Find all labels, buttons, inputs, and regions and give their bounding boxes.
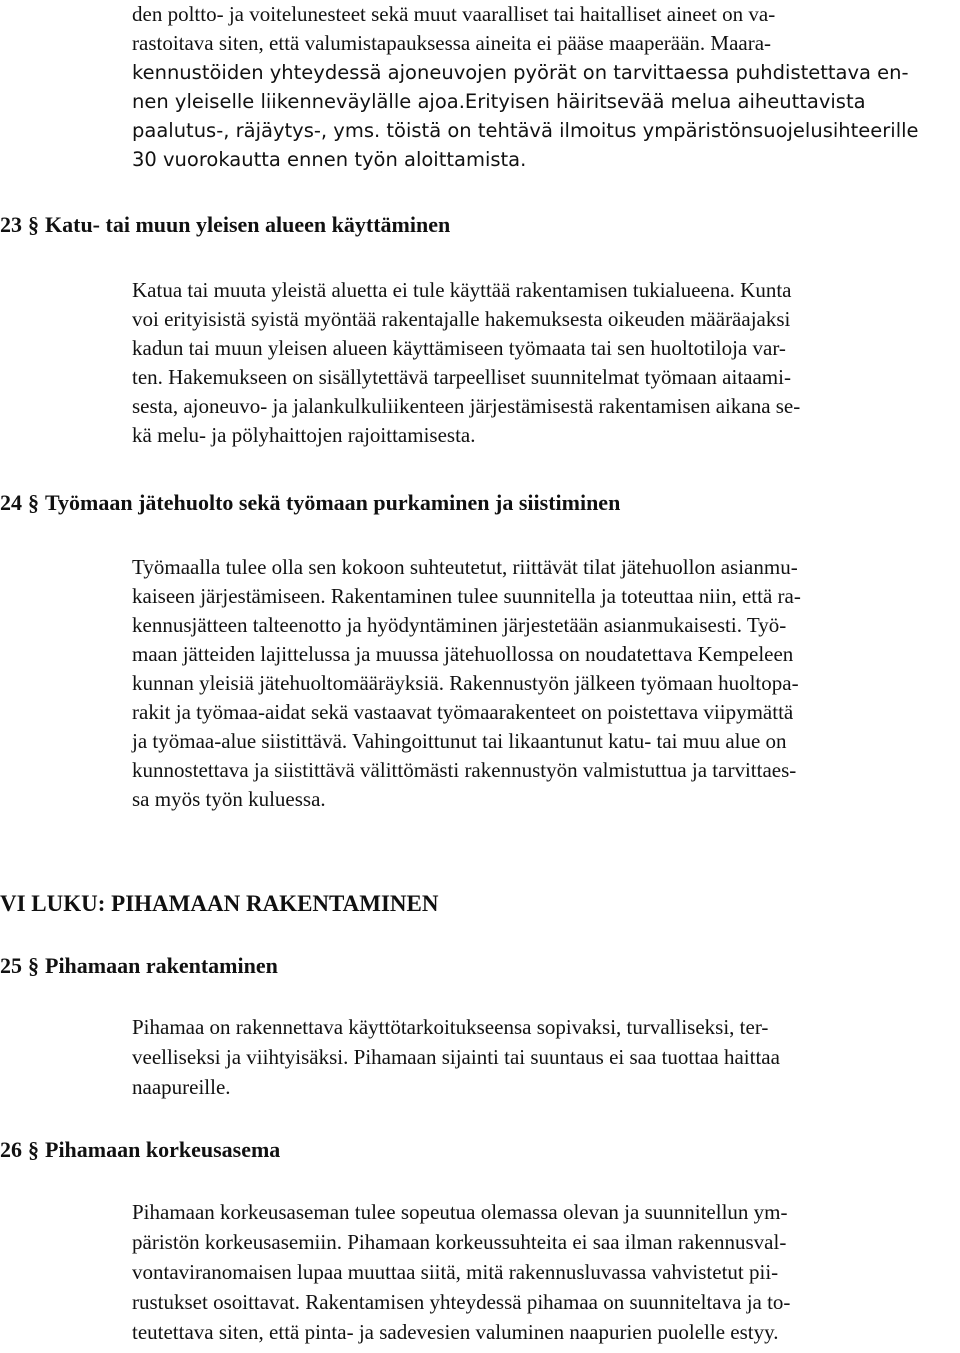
text-line: kadun tai muun yleisen alueen käyttämiseen työmaata tai sen huoltotiloja var- bbox=[132, 336, 786, 360]
section-sign: § bbox=[28, 1137, 39, 1162]
text-line: kennustöiden yhteydessä ajoneuvojen pyörät on tarvittaessa puhdistettava en- bbox=[132, 61, 909, 84]
text-line: päristön korkeusasemiin. Pihamaan korkeussuhteita ei saa ilman rakennusval- bbox=[132, 1230, 787, 1254]
text-line: rastoitava siten, että valumistapauksessa aineita ei pääse maaperään. Maara- bbox=[132, 31, 772, 55]
section-title: Pihamaan rakentaminen bbox=[45, 953, 278, 978]
text-line: naapureille. bbox=[132, 1075, 231, 1099]
section-number: 23 bbox=[0, 212, 22, 237]
section-heading bbox=[0, 212, 450, 238]
text-fragment: paalutus-, räjäytys-, yms. bbox=[132, 119, 381, 142]
text-line: den poltto- ja voitelunesteet sekä muut vaaralliset tai haitalliset aineet on va- bbox=[132, 2, 776, 26]
text-line bbox=[132, 87, 866, 116]
section-number: 26 bbox=[0, 1137, 22, 1162]
text-line: ten. Hakemukseen on sisällytettävä tarpeelliset suunnitelmat työmaan aitaami- bbox=[132, 365, 791, 389]
text-line: kunnostettava ja siistittävä välittömästi rakennustyön valmistuttua ja tarvittaes- bbox=[132, 758, 797, 782]
text-fragment: Erityisen häiritsevää melua aiheuttavista bbox=[464, 90, 866, 113]
text-line bbox=[132, 116, 919, 145]
text-line: kunnan yleisiä jätehuoltomääräyksiä. Rakennustyön jälkeen työmaan huoltopa- bbox=[132, 671, 799, 695]
text-line: veelliseksi ja viihtyisäksi. Pihamaan sijainti tai suuntaus ei saa tuottaa haittaa bbox=[132, 1045, 780, 1069]
text-fragment: töistä on tehtävä ilmoitus ympäristönsuojelusihteerille bbox=[380, 119, 919, 142]
text-line: kaiseen järjestämiseen. Rakentaminen tulee suunnitella ja toteuttaa niin, että ra- bbox=[132, 584, 801, 608]
section-heading bbox=[0, 1137, 280, 1163]
section-title: Pihamaan korkeusasema bbox=[45, 1137, 281, 1162]
section-number: 25 bbox=[0, 953, 22, 978]
section-title: Katu- tai muun yleisen alueen käyttäminen bbox=[45, 212, 451, 237]
text-line: Pihamaa on rakennettava käyttötarkoitukseensa sopivaksi, turvalliseksi, ter- bbox=[132, 1015, 769, 1039]
text-fragment: nen yleiselle liikenneväylälle ajoa. bbox=[132, 90, 465, 113]
section-sign: § bbox=[28, 212, 39, 237]
text-line: sa myös työn kuluessa. bbox=[132, 787, 326, 811]
text-line: rakit ja työmaa-aidat sekä vastaavat työmaarakenteet on poistettava viipymättä bbox=[132, 700, 794, 724]
section-heading bbox=[0, 953, 278, 979]
text-line: Työmaalla tulee olla sen kokoon suhteutetut, riittävät tilat jätehuollon asianmu- bbox=[132, 555, 798, 579]
text-line: maan jätteiden lajittelussa ja muussa jätehuollossa on noudatettava Kempeleen bbox=[132, 642, 794, 666]
text-line: rustukset osoittavat. Rakentamisen yhteydessä pihamaa on suunniteltava ja to- bbox=[132, 1290, 791, 1314]
section-sign: § bbox=[28, 490, 39, 515]
text-line: Pihamaan korkeusaseman tulee sopeutua olemassa olevan ja suunnitellun ym- bbox=[132, 1200, 788, 1224]
text-line: 30 vuorokautta ennen työn aloittamista. bbox=[132, 148, 527, 171]
text-line: vontaviranomaisen lupaa muuttaa siitä, mitä rakennusluvassa vahvistetut pii- bbox=[132, 1260, 779, 1284]
text-line: voi erityisistä syistä myöntää rakentajalle hakemuksesta oikeuden määräajaksi bbox=[132, 307, 791, 331]
chapter-title: VI LUKU: PIHAMAAN RAKENTAMINEN bbox=[0, 891, 439, 916]
text-line: kennusjätteen talteenotto ja hyödyntäminen järjestetään asianmukaisesti. Työ- bbox=[132, 613, 787, 637]
section-heading bbox=[0, 490, 620, 516]
text-line: ja työmaa-alue siistittävä. Vahingoittunut tai likaantunut katu- tai muu alue on bbox=[132, 729, 787, 753]
text-line: teutettava siten, että pinta- ja sadevesien valuminen naapurien puolelle estyy. bbox=[132, 1320, 779, 1344]
text-line: sesta, ajoneuvo- ja jalankulkuliikenteen järjestämisestä rakentamisen aikana se- bbox=[132, 394, 801, 418]
section-sign: § bbox=[28, 953, 39, 978]
text-line: kä melu- ja pölyhaittojen rajoittamisesta. bbox=[132, 423, 476, 447]
text-line: Katua tai muuta yleistä aluetta ei tule käyttää rakentamisen tukialueena. Kunta bbox=[132, 278, 792, 302]
section-title: Työmaan jätehuolto sekä työmaan purkaminen ja siistiminen bbox=[45, 490, 621, 515]
section-number: 24 bbox=[0, 490, 22, 515]
